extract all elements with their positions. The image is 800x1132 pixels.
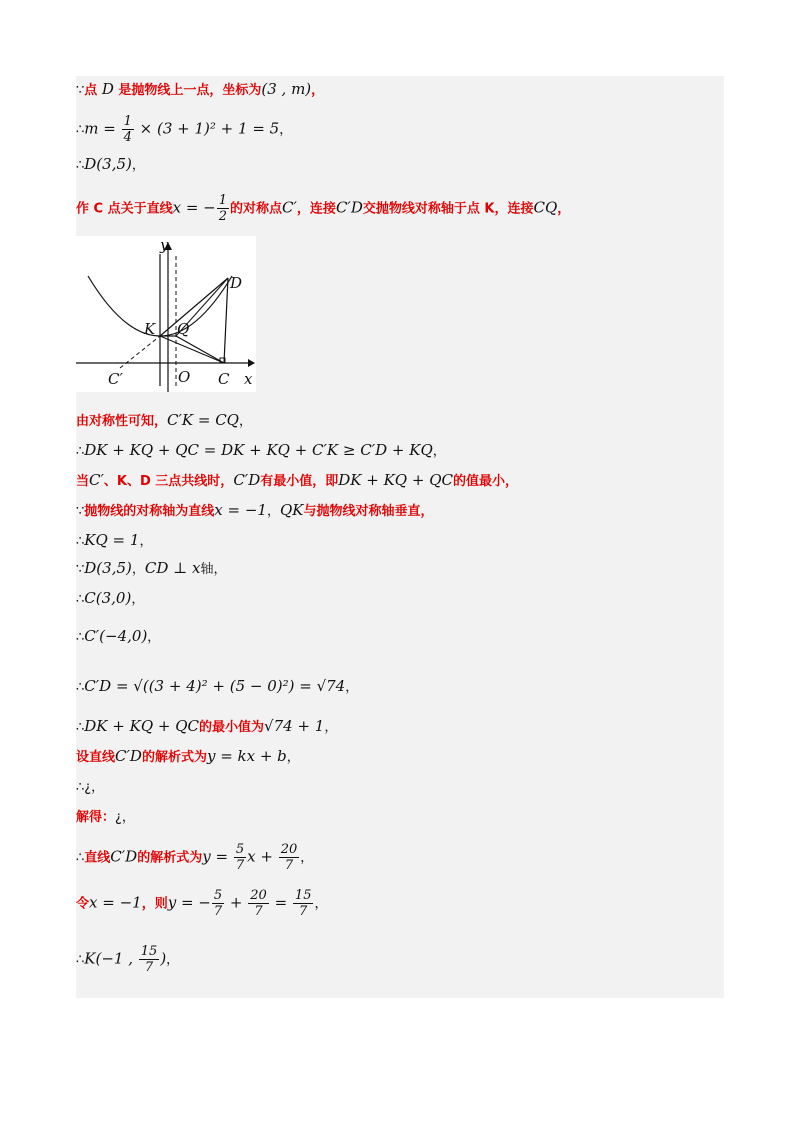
math-expression: DK + KQ + QC = DK + KQ + C′K ≥ C′D + KQ bbox=[84, 441, 433, 459]
highlighted-text: 的对称点 bbox=[230, 201, 283, 217]
highlighted-text: 交抛物线对称轴于点 K，连接 bbox=[362, 201, 534, 217]
solution-line bbox=[76, 588, 144, 610]
text-fragment: ∵ bbox=[76, 562, 85, 577]
text-fragment: ， bbox=[314, 896, 328, 912]
segment-q-c bbox=[176, 336, 224, 363]
fraction-numerator: 1 bbox=[123, 114, 132, 129]
text-fragment: ， bbox=[238, 414, 252, 429]
math-expression: x = −1 bbox=[214, 501, 267, 519]
solution-line bbox=[76, 776, 104, 798]
fraction-denominator: 7 bbox=[254, 904, 263, 919]
math-expression: (3 , m) bbox=[261, 80, 312, 98]
highlighted-text: 的解析式为 bbox=[137, 850, 203, 866]
parabola-figure bbox=[76, 236, 256, 392]
text-fragment: ， bbox=[131, 158, 145, 173]
solution-line bbox=[76, 193, 570, 224]
solution-line bbox=[76, 626, 160, 648]
solution-line bbox=[76, 676, 358, 698]
math-expression: DK + KQ + QC bbox=[84, 717, 200, 735]
label-x: x bbox=[244, 370, 253, 388]
math-expression: ) bbox=[160, 949, 167, 968]
highlighted-text: 当 bbox=[76, 474, 90, 489]
solution-line bbox=[76, 410, 252, 432]
text-fragment: ， bbox=[286, 750, 300, 765]
text-fragment: ∴ bbox=[76, 122, 85, 138]
text-fragment: ， bbox=[266, 504, 280, 519]
highlighted-text: 由对称性可知， bbox=[76, 414, 168, 429]
solution-line bbox=[76, 888, 327, 919]
math-expression: × (3 + 1)² + 1 = 5 bbox=[134, 119, 280, 138]
math-expression: m = bbox=[84, 119, 121, 138]
text-fragment: ∴¿， bbox=[76, 780, 105, 795]
solution-line bbox=[76, 114, 292, 145]
label-y: y bbox=[160, 236, 169, 254]
highlighted-text: 的值最小， bbox=[452, 474, 518, 489]
text-fragment: 轴， bbox=[200, 562, 227, 577]
solution-line bbox=[76, 558, 227, 580]
fraction-denominator: 7 bbox=[284, 858, 294, 873]
fraction-numerator: 20 bbox=[280, 842, 298, 857]
label-k: K bbox=[144, 320, 156, 338]
segment-k-c bbox=[160, 336, 224, 363]
text-fragment: ， bbox=[131, 592, 145, 607]
highlighted-text: 有最小值，即 bbox=[260, 474, 339, 489]
fraction bbox=[293, 888, 314, 919]
solution-line bbox=[76, 470, 518, 492]
label-c: C bbox=[218, 370, 230, 388]
highlighted-text: ， bbox=[557, 201, 571, 217]
label-d: D bbox=[230, 274, 243, 292]
math-expression: y = bbox=[202, 847, 233, 866]
math-expression: C′D = √((3 + 4)² + (5 − 0)²) = √74 bbox=[84, 677, 346, 695]
text-fragment: ∴ bbox=[76, 720, 85, 735]
fraction bbox=[279, 842, 300, 873]
fraction-numerator: 5 bbox=[213, 888, 223, 903]
math-expression: + bbox=[225, 893, 248, 912]
math-expression: C′D bbox=[335, 198, 363, 217]
fraction-denominator: 7 bbox=[213, 904, 223, 919]
highlighted-text: 解得： bbox=[76, 810, 116, 825]
math-expression: x + bbox=[247, 847, 278, 866]
solution-line bbox=[76, 746, 300, 768]
fraction-denominator: 7 bbox=[144, 960, 154, 975]
math-expression: y = − bbox=[167, 893, 211, 912]
solution-line bbox=[76, 806, 135, 828]
text-fragment: ∴ bbox=[76, 680, 85, 695]
text-fragment: ， bbox=[279, 122, 293, 138]
solution-line bbox=[76, 79, 324, 101]
fraction-denominator: 2 bbox=[218, 209, 228, 224]
highlighted-text: 的最小值为 bbox=[199, 720, 265, 735]
label-q: Q bbox=[177, 320, 190, 338]
text-fragment: ∵ bbox=[76, 83, 85, 98]
text-fragment: ， bbox=[166, 952, 180, 968]
math-expression: D bbox=[101, 80, 114, 98]
math-expression: C′K = CQ bbox=[167, 411, 239, 429]
highlighted-text: 直线 bbox=[84, 850, 111, 866]
figure-svg bbox=[76, 236, 256, 392]
text-fragment: ∴ bbox=[76, 630, 85, 645]
text-fragment: ∴ bbox=[76, 444, 85, 459]
fraction-denominator: 7 bbox=[299, 904, 308, 919]
fraction bbox=[139, 944, 160, 975]
solution-line bbox=[76, 440, 446, 462]
math-expression: C′D bbox=[110, 847, 138, 866]
highlighted-text: 设直线 bbox=[76, 750, 116, 765]
fraction bbox=[217, 193, 229, 224]
text-fragment: ∴ bbox=[76, 158, 85, 173]
text-fragment: ∴ bbox=[76, 850, 85, 866]
highlighted-text: 是抛物线上一点，坐标为 bbox=[113, 83, 262, 98]
math-expression: y = kx + b bbox=[206, 747, 287, 765]
solution-line bbox=[76, 842, 313, 873]
fraction bbox=[122, 114, 134, 145]
solution-line bbox=[76, 944, 179, 975]
highlighted-text: ， bbox=[311, 83, 325, 98]
segment-k-d bbox=[160, 278, 228, 336]
fraction bbox=[212, 888, 224, 919]
math-expression: D(3,5) bbox=[84, 559, 132, 577]
math-expression: D(3,5) bbox=[84, 155, 132, 173]
text-fragment: ∴ bbox=[76, 534, 85, 549]
math-expression: QK bbox=[280, 501, 304, 519]
text-fragment: ， bbox=[147, 630, 161, 645]
math-expression: x = −1 bbox=[89, 893, 142, 912]
text-fragment: ∴ bbox=[76, 952, 85, 968]
fraction-denominator: 4 bbox=[123, 130, 132, 145]
highlighted-text: 令 bbox=[76, 896, 90, 912]
fraction-numerator: 15 bbox=[294, 888, 312, 903]
math-expression: KQ = 1 bbox=[84, 531, 140, 549]
text-fragment: ¿， bbox=[115, 810, 135, 825]
math-expression: C′ bbox=[282, 198, 297, 217]
math-expression: √74 + 1 bbox=[264, 717, 325, 735]
math-expression: C′D bbox=[233, 471, 261, 489]
fraction-numerator: 20 bbox=[250, 888, 267, 903]
highlighted-text: 、K、D 三点共线时， bbox=[103, 474, 234, 489]
text-fragment: ， bbox=[432, 444, 446, 459]
text-fragment: ∵ bbox=[76, 504, 85, 519]
label-o: O bbox=[178, 368, 191, 386]
solution-line bbox=[76, 154, 145, 176]
fraction-numerator: 1 bbox=[218, 193, 228, 208]
highlighted-text: 抛物线的对称轴为直线 bbox=[84, 504, 215, 519]
segment-d-c bbox=[224, 278, 228, 363]
math-expression: C′(−4,0) bbox=[84, 627, 148, 645]
fraction bbox=[234, 842, 246, 873]
highlighted-text: 的解析式为 bbox=[141, 750, 207, 765]
highlighted-text: 与抛物线对称轴垂直， bbox=[303, 504, 434, 519]
math-expression: C′ bbox=[89, 471, 104, 489]
text-fragment: ， bbox=[324, 720, 338, 735]
math-expression: x = − bbox=[172, 198, 216, 217]
fraction-numerator: 15 bbox=[140, 944, 158, 959]
math-expression: CD ⊥ x bbox=[144, 559, 201, 577]
highlighted-text: ，连接 bbox=[296, 201, 336, 217]
highlighted-text: ，则 bbox=[141, 896, 168, 912]
highlighted-text: 作 C 点关于直线 bbox=[76, 201, 173, 217]
math-expression: C(3,0) bbox=[84, 589, 132, 607]
text-fragment: ， bbox=[131, 562, 145, 577]
solution-line bbox=[76, 530, 152, 552]
text-fragment: ， bbox=[345, 680, 359, 695]
math-expression: = bbox=[269, 893, 292, 912]
fraction-denominator: 7 bbox=[235, 858, 245, 873]
label-c-prime: C′ bbox=[108, 370, 123, 388]
math-expression: DK + KQ + QC bbox=[338, 471, 453, 489]
solution-line bbox=[76, 716, 337, 738]
math-expression: CQ bbox=[533, 198, 558, 217]
fraction bbox=[248, 888, 269, 919]
text-fragment: ， bbox=[300, 850, 314, 866]
x-axis-arrow bbox=[248, 359, 255, 367]
highlighted-text: 点 bbox=[84, 83, 102, 98]
text-fragment: ， bbox=[139, 534, 153, 549]
math-expression: K(−1 , bbox=[84, 949, 138, 968]
fraction-numerator: 5 bbox=[235, 842, 245, 857]
text-fragment: ∴ bbox=[76, 592, 85, 607]
math-expression: C′D bbox=[115, 747, 142, 765]
solution-line bbox=[76, 500, 434, 522]
